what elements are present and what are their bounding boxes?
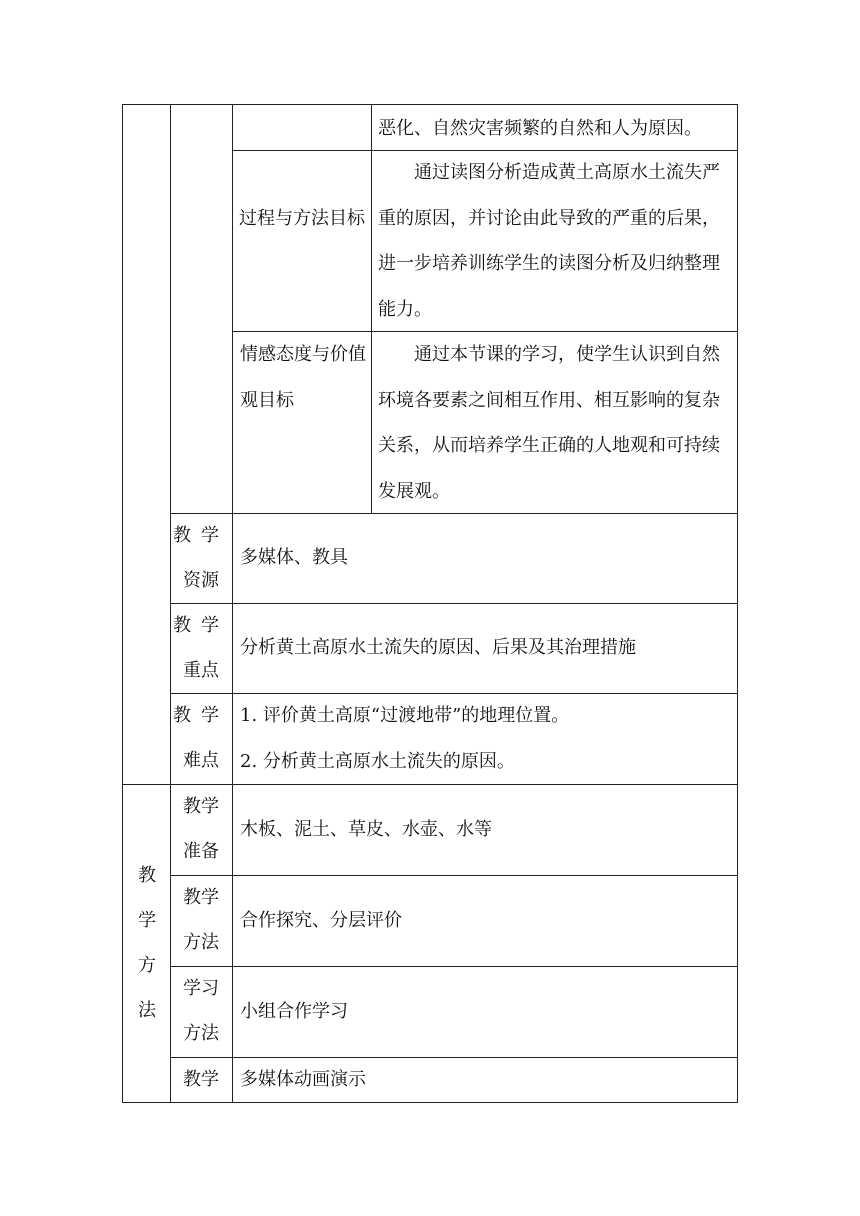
key-points-label	[172, 603, 230, 693]
preparation-value-cell	[240, 807, 734, 853]
methods-section-char: 学	[138, 910, 156, 931]
learning-method-label	[172, 966, 230, 1056]
table-border-top	[122, 104, 738, 105]
learning-method-label-line-1: 学习	[183, 978, 219, 999]
methods-section-label	[124, 853, 170, 1033]
teaching-means-label-line-1: 教学	[183, 1069, 219, 1090]
row-divider	[170, 603, 738, 604]
process-method-text-cell	[378, 150, 734, 332]
difficulties-label	[172, 693, 230, 783]
resources-label-line-1: 教学	[173, 525, 229, 546]
difficulties-list	[240, 693, 734, 784]
teaching-means-label	[172, 1057, 230, 1102]
knowledge-objective-text: 恶化、自然灾害频繁的自然和人为原因。	[378, 118, 702, 139]
knowledge-objective-tail	[378, 106, 734, 152]
teaching-method-value: 合作探究、分层评价	[240, 910, 402, 931]
teaching-means-value-cell	[240, 1057, 734, 1103]
preparation-label	[172, 784, 230, 874]
key-points-label-line-2: 重点	[183, 660, 219, 681]
difficulty-item: 1. 评价黄土高原“过渡地带”的地理位置。	[240, 705, 570, 726]
learning-method-value-cell	[240, 989, 734, 1035]
row-divider	[170, 966, 738, 967]
attitude-values-label: 情感态度与价值观目标	[240, 344, 366, 411]
difficulties-label-line-2: 难点	[183, 750, 219, 771]
methods-section-char: 方	[138, 955, 156, 976]
process-method-label: 过程与方法目标	[239, 208, 365, 229]
teaching-method-label-line-1: 教学	[183, 887, 219, 908]
preparation-label-line-1: 教学	[183, 796, 219, 817]
key-points-label-line-1: 教学	[173, 615, 229, 636]
column-divider-3	[371, 104, 372, 513]
table-border-left	[122, 104, 123, 1102]
attitude-values-text-cell	[378, 332, 734, 514]
learning-method-label-line-2: 方法	[183, 1023, 219, 1044]
learning-method-value: 小组合作学习	[240, 1001, 348, 1022]
attitude-values-label-cell	[240, 332, 368, 423]
preparation-label-line-2: 准备	[183, 841, 219, 862]
difficulties-label-line-1: 教学	[173, 705, 229, 726]
preparation-value: 木板、泥土、草皮、水壶、水等	[240, 819, 492, 840]
teaching-means-value: 多媒体动画演示	[240, 1069, 366, 1090]
methods-section-char: 法	[138, 1000, 156, 1021]
difficulty-item: 2. 分析黄土高原水土流失的原因。	[240, 750, 515, 772]
methods-section-char: 教	[138, 865, 156, 886]
teaching-method-label	[172, 875, 230, 965]
resources-label-line-2: 资源	[183, 570, 219, 591]
process-method-label-cell	[236, 196, 368, 242]
process-method-text: 通过读图分析造成黄土高原水土流失严重的原因，并讨论由此导致的严重的后果，进一步培养训练学生的读图分析及归纳整理能力。	[378, 162, 720, 320]
teaching-method-label-line-2: 方法	[183, 932, 219, 953]
key-points-value-cell	[240, 625, 734, 671]
row-divider	[170, 875, 738, 876]
resources-value: 多媒体、教具	[240, 547, 348, 568]
key-points-value: 分析黄土高原水土流失的原因、后果及其治理措施	[240, 637, 636, 658]
teaching-method-value-cell	[240, 898, 734, 944]
resources-value-cell	[240, 535, 730, 581]
resources-label	[172, 513, 230, 603]
attitude-values-text: 通过本节课的学习，使学生认识到自然环境各要素之间相互作用、相互影响的复杂关系，从而培养学生正确的人地观和可持续发展观。	[378, 344, 720, 502]
